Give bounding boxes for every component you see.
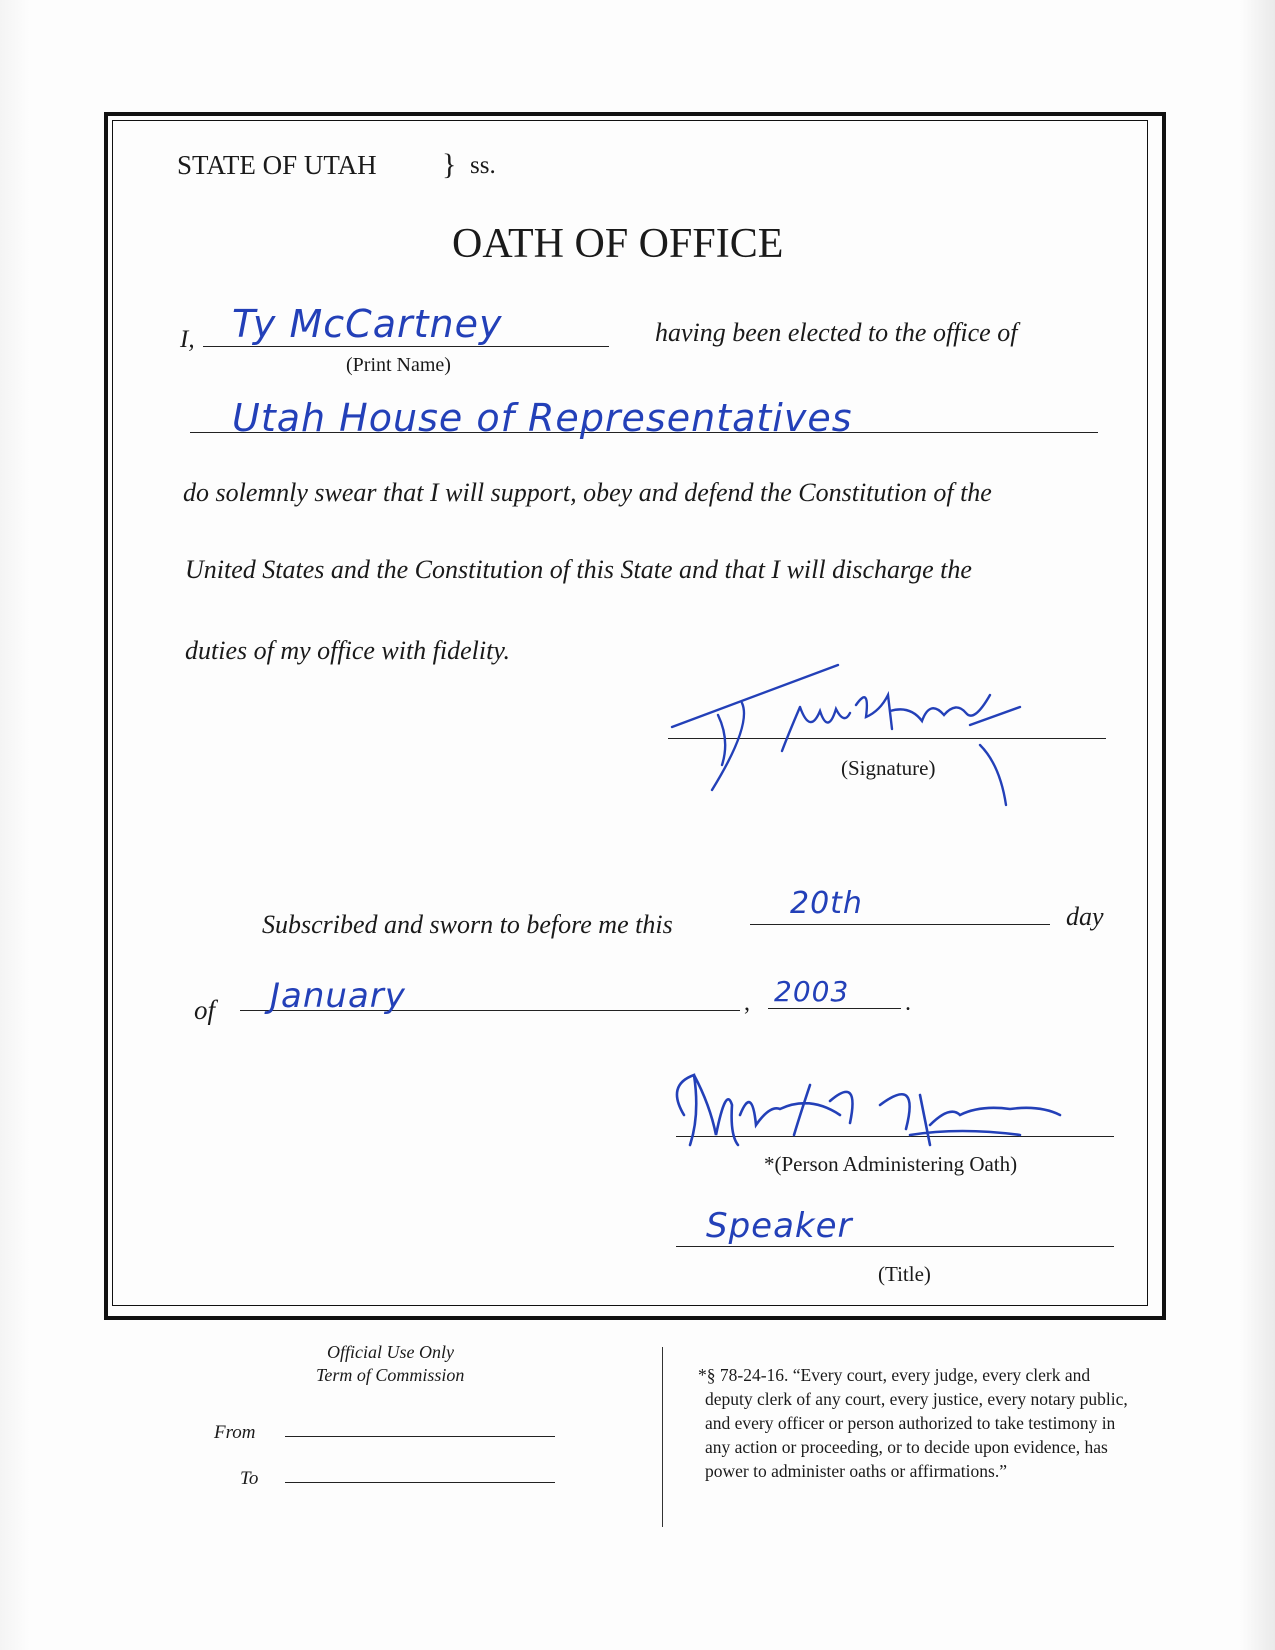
state-heading: STATE OF UTAH [177, 150, 377, 180]
printed-name-handwritten: Ty McCartney [232, 302, 503, 346]
month-handwritten: January [270, 976, 406, 1016]
from-label: From [214, 1422, 256, 1443]
title-line [676, 1246, 1114, 1247]
footnote-line-4: any action or proceeding, or to decide upon evidence, has [705, 1437, 1108, 1457]
day-line [750, 924, 1050, 925]
day-label: day [1066, 902, 1104, 931]
from-line [285, 1436, 555, 1437]
to-label: To [240, 1468, 259, 1489]
term-of-commission-heading: Term of Commission [316, 1365, 465, 1385]
title-handwritten: Speaker [706, 1206, 853, 1246]
office-handwritten: Utah House of Representatives [232, 396, 853, 440]
oath-taker-signature [660, 655, 1040, 805]
period: . [905, 990, 911, 1016]
subscribed-text: Subscribed and sworn to before me this [262, 910, 673, 939]
oath-body-line-2: United States and the Constitution of this State and that I will discharge the [185, 555, 972, 584]
footnote-line-3: and every officer or person authorized to take testimony in [705, 1413, 1116, 1433]
elected-text: having been elected to the office of [655, 318, 1018, 347]
to-line [285, 1482, 555, 1483]
oath-body-line-3: duties of my office with fidelity. [185, 636, 510, 665]
oath-body-line-1: do solemnly swear that I will support, obey and defend the Constitution of the [183, 478, 992, 507]
footnote-line-5: power to administer oaths or affirmations.” [705, 1461, 1007, 1481]
footer-divider [662, 1347, 663, 1527]
year-handwritten: 2003 [774, 975, 850, 1008]
ss-label: ss. [470, 152, 496, 179]
day-handwritten: 20th [790, 886, 863, 921]
footnote-line-1: *§ 78-24-16. “Every court, every judge, every clerk and [698, 1365, 1091, 1385]
administering-caption: *(Person Administering Oath) [764, 1152, 1018, 1176]
print-name-line [203, 346, 609, 347]
title-caption: (Title) [878, 1262, 931, 1286]
document-title: OATH OF OFFICE [452, 221, 784, 267]
print-name-caption: (Print Name) [346, 354, 451, 376]
signature-caption: (Signature) [841, 756, 936, 780]
i-label: I, [180, 326, 195, 353]
comma: , [744, 990, 750, 1016]
brace-symbol: } [442, 148, 457, 181]
footnote-line-2: deputy clerk of any court, every justice, every notary public, [705, 1389, 1128, 1409]
year-line [768, 1008, 901, 1009]
official-use-heading: Official Use Only [327, 1342, 454, 1362]
of-label: of [194, 995, 216, 1025]
